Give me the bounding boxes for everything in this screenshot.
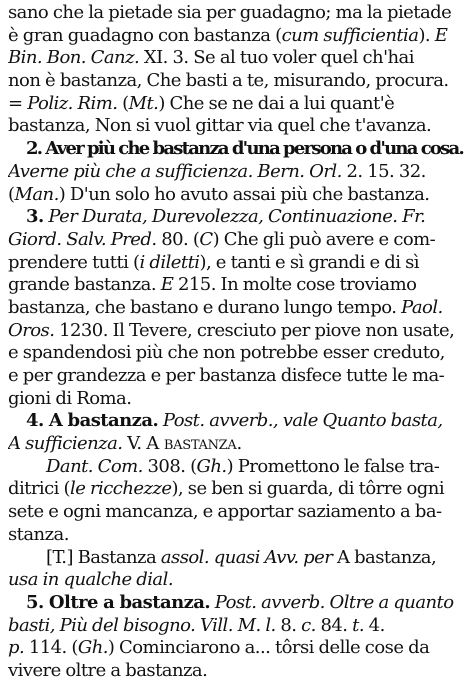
text-line	[8, 547, 467, 570]
text-line	[8, 660, 467, 683]
text-segment: non è bastanza, Che basti a te, misurando, procura.	[8, 70, 449, 92]
text-line	[8, 47, 467, 70]
text-segment: E	[434, 24, 448, 46]
text-segment: Averne più che a sufficienza. Bern. Orl.	[8, 160, 342, 182]
text-segment: basti, Più del bisogno. Vill. M. l.	[8, 614, 276, 636]
text-segment: grande bastanza.	[8, 274, 161, 296]
text-segment: 4.	[364, 614, 385, 636]
text-segment: Paol.	[401, 296, 443, 318]
text-segment: .	[236, 433, 242, 455]
text-line	[8, 274, 467, 297]
text-segment: V.	[122, 433, 147, 455]
text-line	[8, 297, 467, 320]
text-segment: 3.	[26, 206, 44, 228]
text-line	[8, 70, 467, 93]
text-segment: e spandendosi più che non potrebbe esser creduto,	[8, 342, 445, 364]
text-segment: Gh.	[196, 455, 227, 477]
text-segment: i diletti	[139, 251, 200, 273]
text-segment: ) Che gli può avere e com-	[212, 228, 436, 250]
text-segment: [T.] Bastanza	[46, 546, 161, 568]
text-segment: (	[8, 183, 15, 205]
text-segment: A sufficienza.	[8, 433, 123, 455]
text-line	[8, 93, 467, 116]
text-segment: vivere oltre a bastanza.	[8, 659, 208, 681]
text-line	[8, 501, 467, 524]
text-segment: 2. 15. 32.	[341, 160, 426, 182]
text-segment: =	[8, 92, 28, 114]
text-segment: ) Promettono le false tra-	[226, 455, 440, 477]
text-segment: 84.	[315, 614, 353, 636]
text-line	[8, 206, 467, 229]
text-line	[8, 115, 467, 138]
text-segment: E	[160, 274, 174, 296]
text-segment: t.	[352, 614, 365, 636]
text-line	[8, 478, 467, 501]
text-segment: Post. avverb., vale Quanto basta,	[162, 410, 443, 432]
text-segment: sano che la pietade sia per guadagno; ma la pietade	[8, 2, 452, 23]
text-segment: Mt.	[128, 92, 159, 114]
text-line	[8, 320, 467, 343]
text-segment: 80. (	[156, 228, 200, 250]
text-line	[8, 365, 467, 388]
text-line	[8, 524, 467, 547]
text-segment: assol. quasi Avv. per	[160, 546, 333, 568]
text-line	[8, 184, 467, 207]
text-line	[8, 342, 467, 365]
text-line	[8, 229, 467, 252]
text-segment: ), se ben si guarda, di tôrre ogni	[171, 478, 445, 500]
text-line	[8, 388, 467, 411]
text-segment: Man.	[14, 183, 59, 205]
text-segment: 308. (	[142, 455, 197, 477]
text-segment: 114. (	[24, 637, 78, 659]
text-segment: sete e ogni mancanza, e apportar saziamento a ba-	[8, 501, 442, 523]
text-segment: A bastanza	[146, 433, 237, 455]
text-segment: cum sufficientia	[281, 24, 419, 46]
text-segment: ) D'un solo ho avuto assai più che bastanza.	[58, 183, 430, 205]
text-segment: Post. avverb. Oltre a quanto	[214, 591, 454, 613]
text-line	[8, 592, 467, 615]
text-segment: Poliz. Rim.	[27, 92, 118, 114]
text-segment: prendere tutti (	[8, 251, 140, 273]
text-segment: 5. Oltre a bastanza.	[26, 591, 211, 613]
text-segment: ditrici (	[8, 478, 71, 500]
text-segment: ).	[418, 24, 435, 46]
text-line	[8, 138, 467, 161]
text-segment: Dant. Com.	[46, 455, 143, 477]
text-segment: ) Che se ne dai a lui quant'è	[158, 92, 395, 114]
text-line	[8, 161, 467, 184]
text-segment: 2. Aver più che bastanza d'una persona o d'una cosa.	[26, 138, 463, 160]
text-line	[8, 433, 467, 456]
text-segment: Gh.	[77, 637, 108, 659]
text-segment: 1230. Il Tevere, cresciuto per piove non usate,	[54, 319, 455, 341]
text-segment: ) Cominciarono a... tôrsi delle cose da	[107, 637, 430, 659]
text-segment: Per Durata, Durevolezza, Continuazione. Fr.	[48, 206, 426, 228]
text-segment: C	[199, 228, 213, 250]
text-segment: Bin. Bon. Canz.	[8, 47, 140, 69]
text-segment: Oros.	[8, 319, 55, 341]
text-line	[8, 252, 467, 275]
text-segment: stanza.	[8, 523, 69, 545]
text-line	[8, 25, 467, 48]
text-segment: bastanza, Non si vuol gittar via quel che t'avanza.	[8, 115, 432, 137]
text-segment: ), e tanti e sì grandi e di sì	[199, 251, 420, 273]
text-segment: e per grandezza e per bastanza disfece tutte le ma-	[8, 365, 445, 386]
text-segment: A bastanza,	[332, 546, 437, 568]
text-line	[8, 456, 467, 479]
text-segment: 8.	[275, 614, 302, 636]
text-segment: è gran guadagno con bastanza (	[8, 24, 282, 46]
text-segment: 215. In molte cose troviamo	[173, 274, 417, 296]
text-segment: bastanza, che bastano e durano lungo tempo.	[8, 296, 402, 318]
text-line	[8, 2, 467, 25]
text-segment: (	[117, 92, 129, 114]
text-segment: Giord. Salv. Pred.	[8, 228, 157, 250]
text-segment: XI. 3. Se al tuo voler quel ch'hai	[139, 47, 414, 69]
text-segment: usa in qualche dial.	[8, 569, 173, 591]
text-segment: le ricchezze	[70, 478, 172, 500]
text-line	[8, 410, 467, 433]
text-segment: p.	[8, 637, 25, 659]
text-segment: gioni di Roma.	[8, 387, 132, 409]
text-segment: c.	[301, 614, 316, 636]
text-line	[8, 569, 467, 592]
text-line	[8, 637, 467, 660]
text-segment: 4. A bastanza.	[26, 410, 159, 432]
text-line	[8, 615, 467, 638]
